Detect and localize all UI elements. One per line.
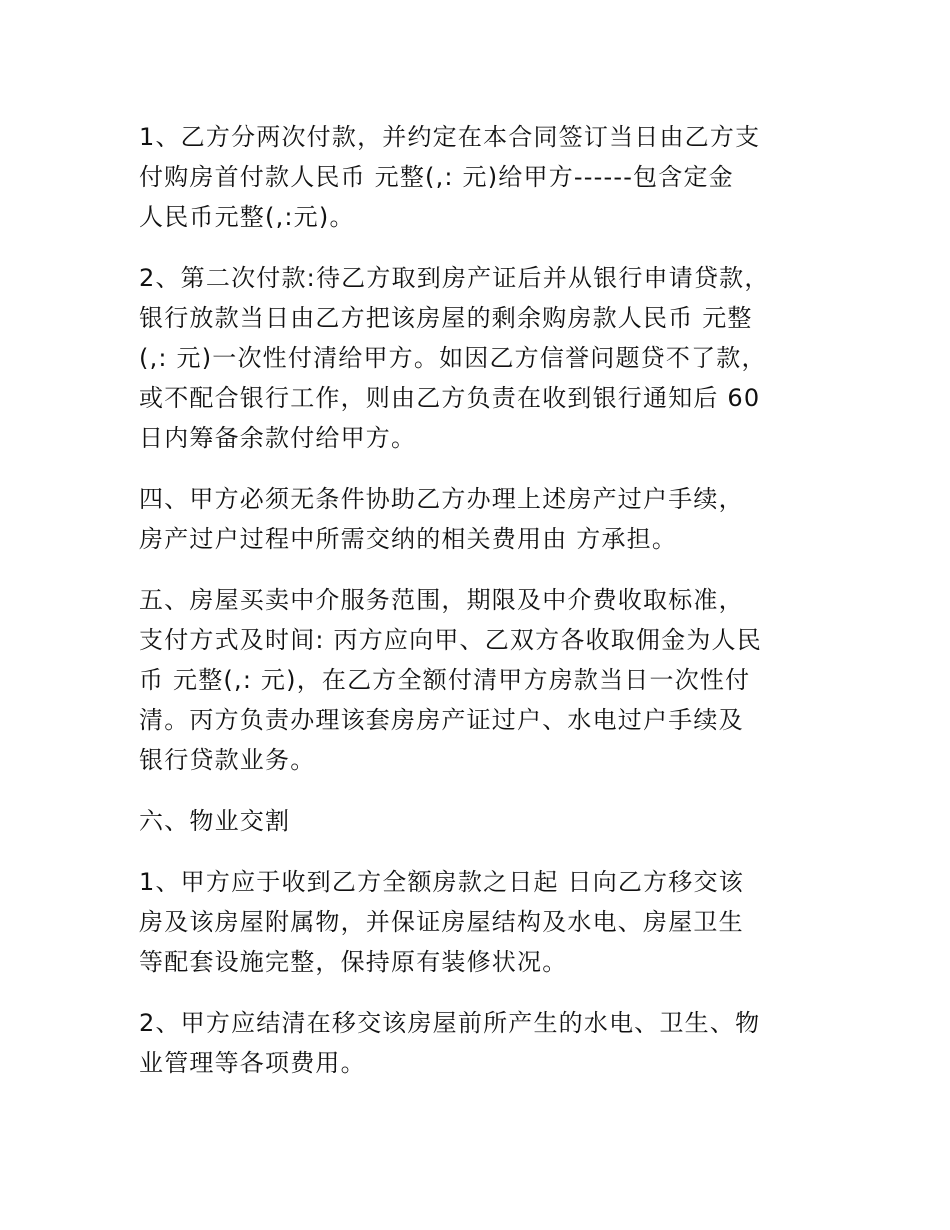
text-line: 清。丙方负责办理该套房房产证过户、水电过户手续及 [139,706,744,734]
text-line: 或不配合银行工作，则由乙方负责在收到银行通知后 60 [139,384,761,412]
text-line: 业管理等各项费用。 [139,1049,366,1077]
text-line: 房产过户过程中所需交纳的相关费用由 方承担。 [139,525,678,553]
text-line: 五、房屋买卖中介服务范围，期限及中介费收取标准， [139,586,744,614]
paragraph-handover-item-1 [139,862,811,982]
text-line: 四、甲方必须无条件协助乙方办理上述房产过户手续， [139,485,744,513]
text-line: 2、第二次付款:待乙方取到房产证后并从银行申请贷款， [139,264,770,292]
paragraph-first-payment [139,117,811,237]
paragraph-clause-four [139,479,811,559]
text-line: 等配套设施完整，保持原有装修状况。 [139,948,568,976]
text-line: 1、乙方分两次付款，并约定在本合同签订当日由乙方支 [139,123,761,151]
text-line: 支付方式及时间: 丙方应向甲、乙双方各收取佣金为人民 [139,626,762,654]
text-line: 付购房首付款人民币 元整(,: 元)给甲方------包含定金 [139,163,734,191]
text-line: 人民币元整(,:元)。 [139,203,355,231]
paragraph-handover-item-2 [139,1003,811,1083]
text-line: 2、甲方应结清在移交该房屋前所产生的水电、卫生、物 [139,1009,761,1037]
paragraph-clause-five [139,580,811,780]
text-line: 房及该房屋附属物，并保证房屋结构及水电、房屋卫生 [139,908,744,936]
heading-line: 六、物业交割 [139,807,291,835]
text-line: (,: 元)一次性付清给甲方。如因乙方信誉问题贷不了款， [139,344,767,372]
text-line: 1、甲方应于收到乙方全额房款之日起 日向乙方移交该 [139,868,744,896]
text-line: 日内筹备余款付给甲方。 [139,424,417,452]
document-body [139,117,811,1104]
text-line: 银行贷款业务。 [139,746,316,774]
section-heading-property-handover [139,801,811,841]
text-line: 银行放款当日由乙方把该房屋的剩余购房款人民币 元整 [139,304,753,332]
paragraph-second-payment [139,258,811,458]
text-line: 币 元整(,: 元)，在乙方全额付清甲方房款当日一次性付 [139,666,751,694]
